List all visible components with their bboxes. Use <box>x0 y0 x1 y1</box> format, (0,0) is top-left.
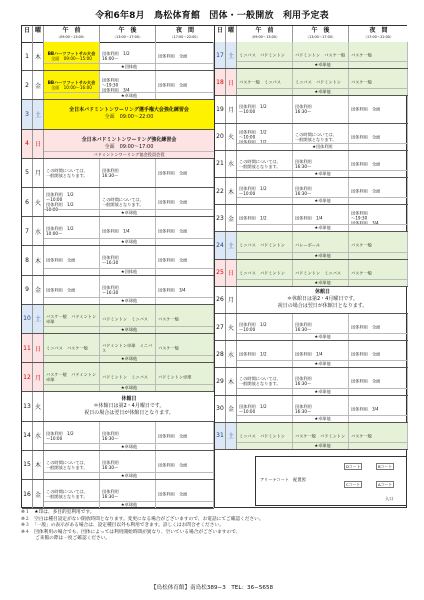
pm-text: 団体利用 〜16:30 <box>102 284 119 295</box>
event-subtitle: 全面 09:00〜17:00 <box>104 143 154 150</box>
header-weekday: 曜 <box>33 26 44 42</box>
pm-text: バスケ一般 バドミントン <box>295 433 346 439</box>
weekday: 土 <box>33 100 44 128</box>
pm-text: 団体利用 16:30〜 <box>295 322 312 333</box>
am-text: 団体利用 1/2 〜10:00 <box>239 403 267 414</box>
am-text: バスケ一般 バドミントン卓球 <box>46 372 97 383</box>
day-number: 18 <box>215 69 226 95</box>
day-number: 27 <box>215 314 226 340</box>
day-number: 28 <box>215 341 226 367</box>
am-text: 団体利用 1/2 <box>239 215 267 221</box>
day-number: 16 <box>22 480 33 508</box>
day-number: 29 <box>215 368 226 394</box>
am-text: この時間については、 一般開放となります。 <box>46 489 88 500</box>
night-text: 団体利用 3/4 <box>351 406 379 412</box>
pm-text: 団体利用 16:30〜 <box>102 489 119 500</box>
day-number: 12 <box>22 363 33 391</box>
note-2: ※２ 空白は種目設定がない開放時間となります。変更になる場合がございますので、お電話にてご確認ください。 <box>21 516 264 522</box>
weekday: 月 <box>33 159 44 187</box>
night-text: バスケ一般 <box>351 79 372 85</box>
am-text: 団体利用 全面 <box>46 287 76 293</box>
pm-text: バドミントン ミニバス <box>102 316 148 322</box>
pm-slot <box>293 96 349 122</box>
night-text: 団体利用 全面 <box>158 199 188 205</box>
am-text: この時間については、 一般開放となります。 <box>46 167 88 178</box>
pm-text: 団体利用 16:30〜 <box>102 430 119 441</box>
pm-slot <box>100 159 156 187</box>
day-number: 2 <box>22 71 33 99</box>
night-text: バスケ一般 <box>158 316 179 322</box>
court-a: Aコート <box>378 482 392 487</box>
day-number: 7 <box>22 217 33 245</box>
day-number: 5 <box>22 159 33 187</box>
night-text: 団体利用 全面 <box>351 106 381 112</box>
day-number: 14 <box>22 422 33 450</box>
multipurpose-room-note: ★卓球他 <box>237 61 408 68</box>
weekday: 水 <box>33 422 44 450</box>
header-am: 午 前 （09:00〜13:00） <box>44 26 100 42</box>
multipurpose-room-note: ★卓球他 <box>44 501 214 508</box>
schedule-row <box>22 100 214 129</box>
night-text: 団体利用 全面 <box>158 53 188 59</box>
pm-text: この時間については、 一般開放となります。 <box>102 197 144 208</box>
multipurpose-room-note: ★団体利用 <box>237 143 408 150</box>
weekday: 金 <box>33 71 44 99</box>
header-pm: 午 後 （13:00〜17:00） <box>100 26 156 42</box>
night-slot <box>156 159 214 187</box>
am-text: 団体利用 1/2 〜10:00 <box>239 186 267 197</box>
night-slot <box>349 96 408 122</box>
multipurpose-room-note: ★卓球他 <box>44 355 214 362</box>
weekday: 木 <box>226 178 237 204</box>
am-text: 団体利用 1/2 10:00〜 <box>46 226 74 237</box>
am-text: 団体利用 1/2 〜10:00 団体利用 1/2 10:00〜 <box>46 192 74 213</box>
weekday: 木 <box>226 368 237 394</box>
night-text: 団体利用 全面 <box>158 257 188 263</box>
header-night: 夜 間 （17:00〜22:00） <box>170 27 200 39</box>
am-text: この時間については、 一般開放となります。 <box>239 158 281 169</box>
schedule-row <box>22 130 214 159</box>
am-text: この時間については、 一般開放となります。 <box>46 459 88 470</box>
header-day: 日 <box>22 26 33 42</box>
multipurpose-room-note: ★卓球他 <box>237 442 408 449</box>
weekday: 月 <box>33 363 44 391</box>
note-3: ※３ 「一般」の表示がある場合は、設定種目以外も利用できます。詳しくはお問合せください。 <box>21 523 224 528</box>
event-subtitle: ＊休館日は第2・4月曜日です。 祝日の場合は翌日が休館日となります。 <box>277 296 368 310</box>
weekday: 金 <box>226 396 237 422</box>
day-number: 4 <box>22 130 33 158</box>
weekday: 木 <box>33 246 44 274</box>
event-title: 休館日 <box>314 289 330 296</box>
weekday: 土 <box>33 305 44 333</box>
pm-text: バドミントン バスケ一般 <box>295 52 346 58</box>
weekday: 日 <box>226 69 237 95</box>
weekday: 水 <box>226 151 237 177</box>
pm-text: ミニバス バドミントン <box>295 79 341 85</box>
schedule-row <box>22 363 214 392</box>
multipurpose-room-note: ★団体他 <box>44 268 214 275</box>
multipurpose-room-note: バドミントンワーリング協会役員会役 <box>44 151 214 158</box>
weekday: 月 <box>226 287 237 313</box>
schedule-row <box>22 159 214 188</box>
pm-text: この時間については、 一般開放となります。 <box>295 131 337 142</box>
schedule-right <box>215 26 408 507</box>
court-b: Bコート <box>378 464 392 469</box>
weekday: 火 <box>33 188 44 216</box>
event-subtitle: ＊休館日は第2・4月曜日です。 祝日の場合は翌日が休館日となります。 <box>84 402 174 416</box>
day-number: 20 <box>215 124 226 150</box>
schedule-row <box>215 232 408 259</box>
schedule-row <box>22 276 214 305</box>
pm-text: 団体利用 16:30〜 <box>102 167 119 178</box>
schedule-row <box>215 423 408 450</box>
multipurpose-room-note: ★卓球他 <box>237 170 408 177</box>
pm-text: 団体利用 16:30〜 <box>295 158 312 169</box>
day-number: 19 <box>215 96 226 122</box>
note-5: ご来館の際は一度ご確認ください。 <box>21 536 111 541</box>
pm-text: バレーボール <box>295 242 321 248</box>
weekday: 金 <box>33 276 44 304</box>
am-text: ミニバス バスケ一般 <box>46 345 88 351</box>
day-number: 23 <box>215 205 226 231</box>
am-text: ミニバス バドミントン <box>239 270 285 276</box>
multipurpose-room-note: ★卓球他 <box>44 92 214 99</box>
weekday: 日 <box>33 334 44 362</box>
event-title: BBハーツフットサル大会 <box>47 51 96 57</box>
night-text: 団体利用 全面 <box>158 170 188 176</box>
schedule-row <box>215 69 408 96</box>
day-number: 26 <box>215 287 226 313</box>
am-slot <box>44 159 100 187</box>
header-left <box>22 26 214 43</box>
event-subtitle: 全面 10:00〜16:00 <box>51 85 92 91</box>
night-text: バドミントン卓球 <box>158 374 192 380</box>
night-text: バスケ一般 <box>158 345 179 351</box>
day-number: 6 <box>22 188 33 216</box>
day-number: 17 <box>215 42 226 68</box>
day-number: 1 <box>22 42 33 70</box>
multipurpose-room-note: ★卓球他 <box>44 472 214 479</box>
schedule-row <box>215 368 408 395</box>
multipurpose-room-note: ★卓球他 <box>44 297 214 304</box>
am-text: 団体利用 1/2 〜10:00 <box>239 322 267 333</box>
header-right <box>215 26 408 43</box>
contact-info: 【鳥松体育館】南鳥松389−3 TEL：36−5658 <box>150 585 274 591</box>
night-text: 団体利用 全面 <box>158 82 188 88</box>
day-number: 13 <box>22 392 33 420</box>
event-span <box>44 392 214 420</box>
pm-text: バドミントン ミニバス <box>295 270 341 276</box>
pm-text: 団体利用 〜19:30 団体利用 3/4 <box>102 77 130 93</box>
weekday: 火 <box>226 124 237 150</box>
night-text: 団体利用 全面 <box>158 462 188 468</box>
multipurpose-room-note: ★卓球他 <box>237 333 408 340</box>
weekday: 月 <box>226 96 237 122</box>
day-number: 8 <box>22 246 33 274</box>
night-text: バスケ一般 <box>351 52 372 58</box>
court-c: Cコート <box>346 482 361 487</box>
multipurpose-room-note: ★卓球他 <box>237 279 408 286</box>
night-text: 団体利用 全面 <box>351 134 381 140</box>
pm-text: 団体利用 16:30〜 <box>102 459 119 470</box>
am-text: この時間については、 一般開放となります。 <box>239 376 281 387</box>
schedule-row <box>215 205 408 232</box>
am-text: 団体利用 1/2 〜10:00 <box>239 104 267 115</box>
header-night: 夜 間 （17:00〜22:00） <box>363 27 394 39</box>
weekday: 土 <box>226 232 237 258</box>
multipurpose-room-note: ★卓球他 <box>237 388 408 395</box>
schedule-row <box>215 42 408 69</box>
am-text: ミニバス バドミントン <box>239 433 285 439</box>
schedule-row <box>22 217 214 246</box>
weekday: 金 <box>33 480 44 508</box>
pm-text: バドミントン卓球 ミニバス <box>102 343 153 354</box>
note-1: ※１ ★印は、多目的室利用です。 <box>21 510 95 515</box>
day-number: 30 <box>215 396 226 422</box>
schedule-row <box>22 71 214 100</box>
schedule-row <box>22 451 214 480</box>
pm-text: 団体利用 1/4 <box>295 351 323 357</box>
schedule-row <box>215 314 408 341</box>
weekday: 火 <box>33 392 44 420</box>
weekday: 火 <box>226 314 237 340</box>
schedule-row <box>22 480 214 509</box>
day-number: 22 <box>215 178 226 204</box>
multipurpose-room-note: ★卓球他 <box>44 209 214 216</box>
header-am: 午 前 （09:00〜13:00） <box>237 26 293 42</box>
weekday: 日 <box>226 260 237 286</box>
schedule-row <box>22 334 214 363</box>
multipurpose-room-note: ★卓球他 <box>237 415 408 422</box>
day-number: 15 <box>22 451 33 479</box>
event-span <box>237 287 408 313</box>
schedule-row <box>215 396 408 423</box>
day-number: 25 <box>215 260 226 286</box>
pm-text: 団体利用 16:30〜 <box>295 186 312 197</box>
night-text: 団体利用 全面 <box>351 351 381 357</box>
event-subtitle: 全面 09:00〜15:00 <box>51 56 92 62</box>
schedule-row <box>22 42 214 71</box>
weekday: 木 <box>33 42 44 70</box>
schedule-row <box>22 305 214 334</box>
am-text: バスケ一般 バドミントン卓球 <box>46 313 97 324</box>
schedule-row <box>22 188 214 217</box>
am-slot <box>237 96 293 122</box>
night-text: 団体利用 全面 <box>351 378 381 384</box>
weekday: 土 <box>226 42 237 68</box>
weekday: 木 <box>33 451 44 479</box>
event-title: 全日本バドミントンワーリング強化練習会 <box>81 136 177 143</box>
schedule-row <box>215 124 408 151</box>
schedule-row <box>215 96 408 123</box>
multipurpose-room-note: ★卓球他 <box>44 384 214 391</box>
weekday: 金 <box>226 205 237 231</box>
pm-text: 団体利用 1/2 16:00〜 <box>102 51 130 62</box>
multipurpose-room-note: ★卓球他 <box>237 88 408 95</box>
night-text: バスケ一般 <box>351 433 372 439</box>
weekday: 日 <box>33 130 44 158</box>
multipurpose-room-note: ★卓球他 <box>237 224 408 231</box>
pm-text: 団体利用 1/4 <box>102 228 130 234</box>
am-text: 団体利用 1/2 〜10:00 団体利用 1/2 <box>239 129 267 145</box>
am-text: ミニバス バドミントン <box>239 52 285 58</box>
day-number: 9 <box>22 276 33 304</box>
multipurpose-room-note: ★卓球他 <box>237 252 408 259</box>
schedule-row <box>215 151 408 178</box>
schedule-row <box>215 178 408 205</box>
event-subtitle: 全面 09:00〜22:00 <box>104 114 154 121</box>
night-text: 団体利用 3/4 <box>158 287 186 293</box>
day-number: 21 <box>215 151 226 177</box>
night-text: バスケ一般 <box>351 242 372 248</box>
pm-text: 団体利用 16:30〜 <box>295 376 312 387</box>
header-pm: 午 後 （13:00〜17:00） <box>293 26 349 42</box>
schedule-row <box>215 260 408 287</box>
multipurpose-room-note: ★卓球他 <box>44 326 214 333</box>
schedule-left <box>22 26 215 507</box>
am-text: バスケ一般 ミニバス <box>239 79 281 85</box>
night-text: バスケ一般 <box>351 270 372 276</box>
schedule-row <box>22 392 214 421</box>
court-map-box <box>255 456 407 506</box>
night-text: 団体利用 全面 <box>158 228 188 234</box>
pm-text: 団体利用 16:30〜 <box>295 104 312 115</box>
weekday: 土 <box>226 423 237 449</box>
event-span <box>44 100 214 128</box>
am-text: ミニバス バドミントン <box>239 242 285 248</box>
am-text: 団体利用 1/2 〜10:00 <box>46 430 74 441</box>
event-title: BBハーツフットサル大会 <box>47 80 96 86</box>
day-number: 24 <box>215 232 226 258</box>
multipurpose-room-note: ★卓球他 <box>237 360 408 367</box>
multipurpose-room-note: ★団体他 <box>44 63 214 70</box>
day-number: 3 <box>22 100 33 128</box>
day-number: 10 <box>22 305 33 333</box>
night-text: 団体利用 全面 <box>351 188 381 194</box>
weekday: 水 <box>33 217 44 245</box>
night-text: 団体利用 全面 <box>351 324 381 330</box>
pm-text: 団体利用 16:30〜 <box>295 403 312 414</box>
entrance-label: 入口 <box>385 496 394 501</box>
weekday: 水 <box>226 341 237 367</box>
pm-text: 団体利用 1/4 <box>295 215 323 221</box>
multipurpose-room-note: ★卓球他 <box>44 238 214 245</box>
note-4: ※４ 団体利用の場合でも、団体によっては利用開始時間が異なり、空いている場合がございますので、 <box>21 529 241 535</box>
day-number: 31 <box>215 423 226 449</box>
day-number: 11 <box>22 334 33 362</box>
court-d: Dコート <box>346 464 361 469</box>
am-text: 団体利用 全面 <box>46 257 76 263</box>
night-text: 団体利用 〜19:30 団体利用 3/4 <box>351 210 379 226</box>
schedule-grid <box>21 25 407 508</box>
multipurpose-room-note: ★卓球他 <box>237 197 408 204</box>
schedule-row <box>22 422 214 451</box>
notes-section <box>21 510 407 543</box>
schedule-row <box>215 341 408 368</box>
event-title: 全日本バドミントンワーリング選手権大会強化練習会 <box>69 107 189 114</box>
am-text: 団体利用 1/2 <box>239 351 267 357</box>
page-title: 令和6年8月 鳥松体育館 団体・一般開放 利用予定表 <box>95 11 329 21</box>
multipurpose-room-note: ★卓球他 <box>44 443 214 450</box>
pm-text: 団体利用 〜16:30 <box>102 255 119 266</box>
night-text: 団体利用 全面 <box>351 161 381 167</box>
schedule-row <box>215 287 408 314</box>
night-text: 団体利用 全面 <box>158 433 188 439</box>
header-day: 日 <box>215 26 226 42</box>
pm-text: バドミントン ミニバス <box>102 374 148 380</box>
night-text: 団体利用 全面 <box>158 491 188 497</box>
event-title: 休館日 <box>121 395 137 402</box>
header-weekday: 曜 <box>226 26 237 42</box>
schedule-row <box>22 246 214 275</box>
court-map-label: アリーナコート 配置図 <box>260 477 306 482</box>
